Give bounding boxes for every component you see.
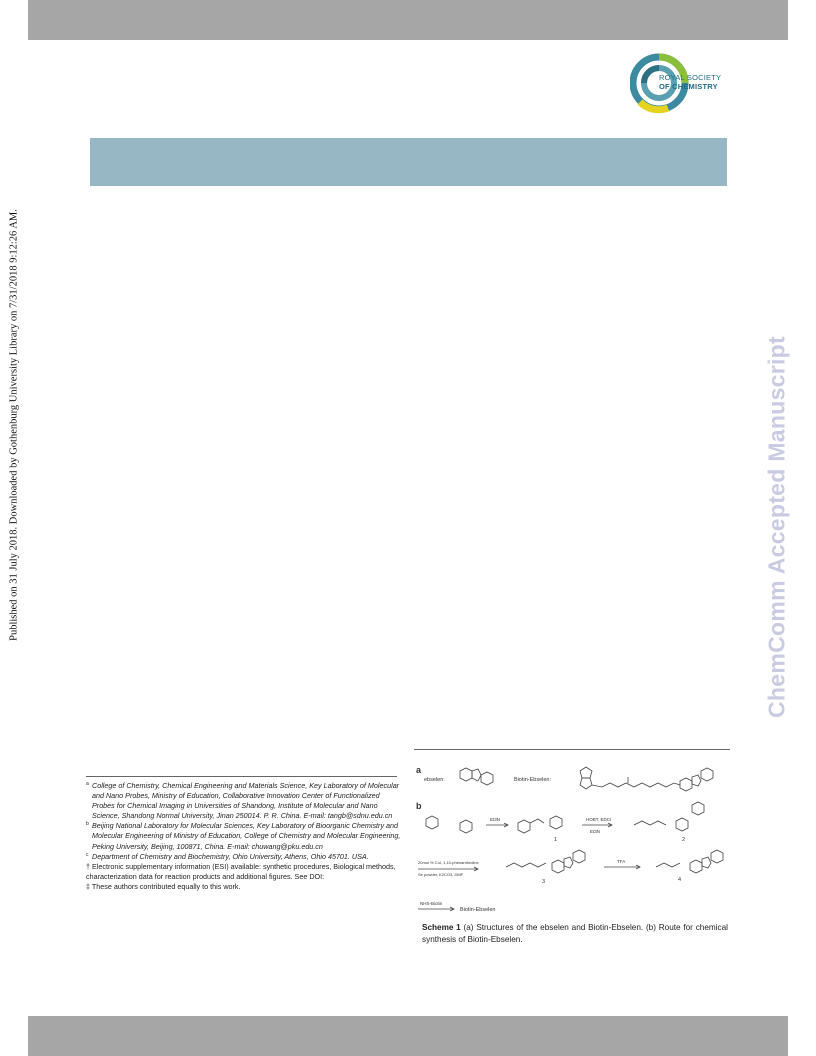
footnote-c-text: Department of Chemistry and Biochemistry, Ohio University, Athens, Ohio 45701. USA.: [92, 851, 369, 861]
logo-text: [659, 73, 721, 91]
scheme-caption-label: Scheme 1: [422, 923, 461, 932]
scheme-1-drawing: [414, 757, 730, 919]
reagent-hobt-edci: HOBT, EDCI: [586, 817, 612, 822]
footnote-mark-b: b: [86, 821, 89, 828]
logo-line-2: OF CHEMISTRY: [659, 82, 718, 91]
footnotes: [86, 781, 404, 892]
compound-4-label: 4: [678, 877, 682, 883]
footnote-esi: † Electronic supplementary information (ESI) available: synthetic procedures, Biological methods, characterization data for reaction products and additional figures. See DOI:: [86, 861, 396, 881]
compound-3-label: 3: [542, 879, 546, 885]
title-band: [90, 138, 727, 186]
footnote-equal-contribution: ‡ These authors contributed equally to this work.: [86, 881, 241, 891]
product-biotin-ebselen: Biotin-Ebselen: [460, 907, 496, 913]
footnote-mark-c: c: [86, 851, 89, 858]
reagent-tfa: TFA: [617, 859, 626, 864]
scheme-caption-text: (a) Structures of the ebselen and Biotin-Ebselen. (b) Route for chemical synthesis of Biotin-Ebselen.: [422, 923, 728, 944]
reagent-nhs-biotin: NHS-Biotin: [420, 901, 443, 906]
footnote-mark-a: a: [86, 781, 89, 787]
footnote-c: [86, 852, 404, 862]
scheme-panel-a-label: a: [416, 765, 422, 775]
scheme-divider: [414, 749, 730, 750]
reagent-et3n-2: Et3N: [590, 829, 601, 834]
footnote-divider: [86, 776, 397, 777]
ebselen-label: ebselen:: [424, 777, 445, 783]
compound-1-label: 1: [554, 837, 558, 843]
footnote-a-text: College of Chemistry, Chemical Engineering and Materials Science, Key Laboratory of Molecular and Nano Probes, Ministry of Education, Collaborative Innovation Center of Functionalized Probes for Chemical Imaging in Universities of Shandong, Institute of Molecular and Nano Science, Shandong Normal University, Jinan 250014. P. R. China. E-mail: tangb@sdnu.edu.cn: [92, 781, 400, 821]
accepted-manuscript-text: ChemComm Accepted Manuscript: [763, 335, 790, 719]
footnote-b: [86, 821, 404, 851]
reagent-et3n: Et3N: [490, 817, 501, 822]
compound-2-label: 2: [682, 837, 686, 843]
reagent-cui: 20mol % CuI, 1,10-phenanthroline: [418, 860, 479, 865]
footer-bar: [28, 1016, 788, 1056]
footnote-b-text: Beijing National Laboratory for Molecular Sciences, Key Laboratory of Bioorganic Chemistry and Molecular Engineering of Ministry of Education, College of Chemistry and Molecular Engineering, Peking University, Beijing, 100871, China. E-mail: chuwang@pku.edu.cn: [92, 821, 401, 851]
published-notice-text: Published on 31 July 2018. Downloaded by Gothenburg University Library on 7/31/2018 9:12:26 AM.: [8, 209, 20, 641]
logo-line-1: ROYAL SOCIETY: [659, 73, 722, 82]
biotin-ebselen-label: Biotin-Ebselen:: [514, 777, 551, 783]
header-bar: [28, 0, 788, 40]
scheme-1-figure: [414, 757, 730, 919]
scheme-caption: [422, 922, 728, 945]
scheme-panel-b-label: b: [416, 801, 422, 811]
reagent-se-powder: Se powder, K2CO3, DMF: [418, 872, 464, 877]
footnote-a: [86, 781, 404, 821]
